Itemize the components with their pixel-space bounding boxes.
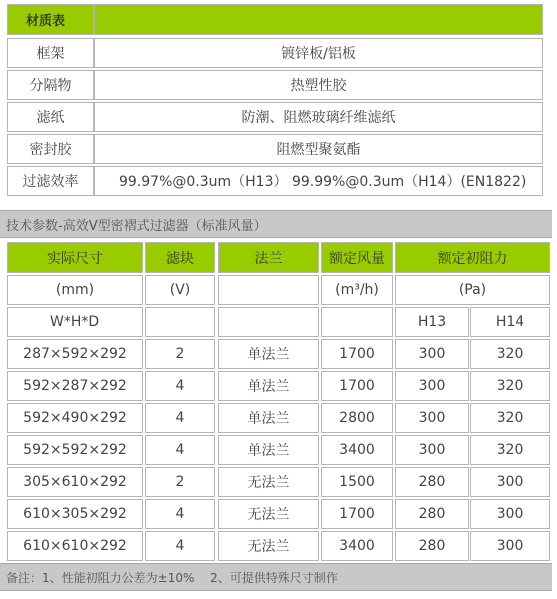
cell-size: 610×610×292 bbox=[7, 531, 143, 561]
cell-h14: 300 bbox=[470, 467, 550, 497]
material-value-frame: 镀锌板/铝板 bbox=[94, 38, 543, 68]
material-label-media: 滤纸 bbox=[7, 102, 94, 132]
material-value-separator: 热塑性胶 bbox=[94, 70, 543, 100]
material-label-efficiency: 过滤效率 bbox=[7, 166, 94, 196]
cell-airflow: 1500 bbox=[321, 467, 393, 497]
spec-sub-airflow bbox=[321, 307, 393, 337]
material-label-frame: 框架 bbox=[7, 38, 94, 68]
cell-blocks: 4 bbox=[145, 371, 215, 401]
cell-size: 287×592×292 bbox=[7, 339, 143, 369]
spec-unit-blocks: (V) bbox=[145, 275, 215, 305]
material-value-sealant: 阻燃型聚氨酯 bbox=[94, 134, 543, 164]
cell-h14: 320 bbox=[470, 371, 550, 401]
spec-header-flange: 法兰 bbox=[218, 242, 319, 273]
cell-h14: 300 bbox=[470, 531, 550, 561]
cell-airflow: 3400 bbox=[321, 531, 393, 561]
cell-blocks: 4 bbox=[145, 403, 215, 433]
cell-size: 592×490×292 bbox=[7, 403, 143, 433]
cell-flange: 单法兰 bbox=[218, 371, 319, 401]
cell-flange: 无法兰 bbox=[218, 499, 319, 529]
cell-h13: 280 bbox=[395, 531, 469, 561]
spec-sub-blocks bbox=[145, 307, 215, 337]
material-header-label: 材质表 bbox=[7, 4, 94, 35]
cell-flange: 无法兰 bbox=[218, 531, 319, 561]
material-header-fill bbox=[94, 4, 543, 35]
cell-h13: 300 bbox=[395, 435, 469, 465]
cell-h13: 300 bbox=[395, 371, 469, 401]
cell-size: 610×305×292 bbox=[7, 499, 143, 529]
material-label-separator: 分隔物 bbox=[7, 70, 94, 100]
cell-airflow: 2800 bbox=[321, 403, 393, 433]
cell-h14: 320 bbox=[470, 403, 550, 433]
spec-header-blocks: 滤块 bbox=[145, 242, 215, 273]
cell-airflow: 1700 bbox=[321, 339, 393, 369]
cell-h13: 280 bbox=[395, 467, 469, 497]
spec-header-size: 实际尺寸 bbox=[7, 242, 143, 273]
spec-sub-h14: H14 bbox=[470, 307, 550, 337]
cell-h13: 280 bbox=[395, 499, 469, 529]
spec-unit-airflow: (m³/h) bbox=[321, 275, 393, 305]
cell-blocks: 4 bbox=[145, 531, 215, 561]
cell-airflow: 1700 bbox=[321, 499, 393, 529]
material-label-sealant: 密封胶 bbox=[7, 134, 94, 164]
cell-flange: 单法兰 bbox=[218, 403, 319, 433]
spec-header-resistance: 额定初阻力 bbox=[395, 242, 550, 273]
spec-note: 备注：1、性能初阻力公差为±10% 2、可提供特殊尺寸制作 bbox=[0, 563, 552, 591]
cell-h13: 300 bbox=[395, 339, 469, 369]
cell-flange: 无法兰 bbox=[218, 467, 319, 497]
cell-size: 305×610×292 bbox=[7, 467, 143, 497]
cell-h14: 320 bbox=[470, 435, 550, 465]
cell-blocks: 2 bbox=[145, 467, 215, 497]
spec-unit-size: (mm) bbox=[7, 275, 143, 305]
spec-unit-flange bbox=[218, 275, 319, 305]
spec-sub-size: W*H*D bbox=[7, 307, 143, 337]
cell-blocks: 4 bbox=[145, 435, 215, 465]
cell-blocks: 4 bbox=[145, 499, 215, 529]
cell-h14: 300 bbox=[470, 499, 550, 529]
spec-title: 技术参数-高效V型密褶式过滤器（标准风量） bbox=[0, 210, 552, 238]
cell-flange: 单法兰 bbox=[218, 435, 319, 465]
cell-airflow: 1700 bbox=[321, 371, 393, 401]
spec-header-airflow: 额定风量 bbox=[321, 242, 393, 273]
cell-h13: 300 bbox=[395, 403, 469, 433]
cell-size: 592×592×292 bbox=[7, 435, 143, 465]
material-value-media: 防潮、阻燃玻璃纤维滤纸 bbox=[94, 102, 543, 132]
cell-blocks: 2 bbox=[145, 339, 215, 369]
spec-sub-h13: H13 bbox=[395, 307, 469, 337]
spec-unit-resistance: (Pa) bbox=[395, 275, 550, 305]
cell-flange: 单法兰 bbox=[218, 339, 319, 369]
cell-size: 592×287×292 bbox=[7, 371, 143, 401]
material-value-efficiency: 99.97%@0.3um（H13） 99.99%@0.3um（H14）(EN1822) bbox=[94, 166, 543, 196]
cell-airflow: 3400 bbox=[321, 435, 393, 465]
spec-sub-flange bbox=[218, 307, 319, 337]
cell-h14: 320 bbox=[470, 339, 550, 369]
